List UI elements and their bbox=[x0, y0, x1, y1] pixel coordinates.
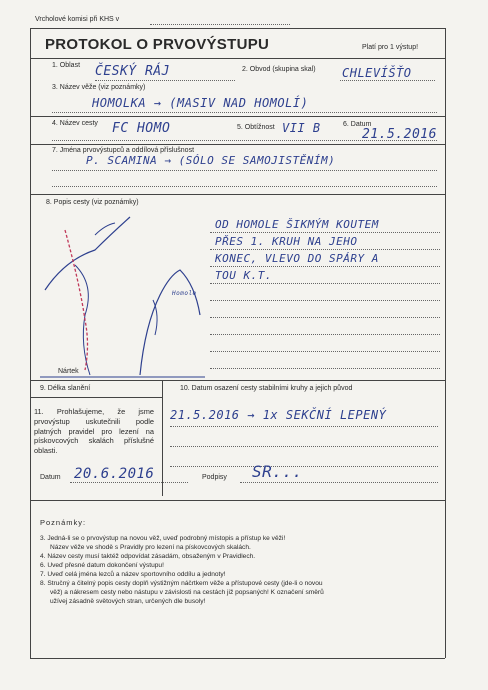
frame-left bbox=[30, 28, 31, 658]
field-8-label: 8. Popis cesty (viz poznámky) bbox=[46, 199, 139, 206]
committee-line bbox=[150, 24, 290, 25]
route-line: PŘES 1. KRUH NA JEHO bbox=[215, 235, 358, 248]
field-4-value: FC HOMO bbox=[112, 121, 171, 136]
signature: SR... bbox=[252, 462, 303, 481]
field-7-line bbox=[52, 186, 437, 187]
field-6-value: 21.5.2016 bbox=[362, 127, 437, 142]
frame-right bbox=[445, 28, 446, 658]
row-divider bbox=[30, 380, 445, 381]
field-3-line bbox=[52, 112, 437, 113]
note-item: 3. Jedná-li se o prvovýstup na novou věž, uveď podrobný místopis a přístup ke věži! bbox=[40, 535, 286, 542]
field-10-value: 21.5.2016 → 1x SEKČNÍ LEPENÝ bbox=[170, 408, 387, 422]
declaration-text: 11. Prohlašujeme, že jsme prvovýstup uskutečnili podle platných pravidel pro lezení na pískovcových skalách příslušné oblasti. bbox=[34, 407, 154, 456]
field-2-value: CHLEVÍŠŤO bbox=[342, 66, 412, 80]
field-1-line bbox=[95, 80, 235, 81]
date-label: Datum bbox=[40, 474, 61, 481]
field-5-label: 5. Obtížnost bbox=[237, 124, 275, 131]
date-line bbox=[70, 482, 188, 483]
field-2-label: 2. Obvod (skupina skal) bbox=[242, 66, 316, 73]
route-line: OD HOMOLE ŠIKMÝM KOUTEM bbox=[215, 218, 379, 231]
sign-label: Podpisy bbox=[202, 474, 227, 481]
field-3-value: HOMOLKA → (MASIV NAD HOMOLÍ) bbox=[92, 96, 309, 110]
col-divider bbox=[162, 380, 163, 496]
page-title: PROTOKOL O PRVOVÝSTUPU bbox=[45, 36, 270, 53]
note-item: věž) a nákresem cesty nebo nástupu v závislosti na cestách již popsaných! K označení směrů bbox=[50, 589, 324, 596]
committee-label: Vrcholové komisi při KHS v bbox=[35, 16, 120, 23]
field-7-value: P. SCAMINA → (SÓLO SE SAMOJISTĚNÍM) bbox=[86, 154, 336, 167]
field-1-label: 1. Oblast bbox=[52, 62, 81, 69]
field-10-label: 10. Datum osazení cesty stabilními kruhy a jejich původ bbox=[180, 385, 353, 392]
field-10-line bbox=[170, 466, 438, 467]
desc-line bbox=[210, 249, 440, 250]
field-9-label: 9. Délka slanění bbox=[40, 385, 91, 392]
notes-heading: Poznámky: bbox=[40, 518, 87, 527]
row-divider bbox=[30, 58, 445, 59]
field-10-line bbox=[170, 446, 438, 447]
field-1-value: ČESKÝ RÁJ bbox=[95, 64, 170, 79]
row-divider bbox=[30, 500, 445, 501]
row-divider bbox=[30, 144, 445, 145]
field-7-line bbox=[52, 170, 437, 171]
sketch-label: Nártek bbox=[58, 368, 79, 375]
row-divider bbox=[30, 194, 445, 195]
field-7-label: 7. Jména prvovýstupců a oddílová příslušnost bbox=[52, 147, 195, 154]
desc-line bbox=[210, 232, 440, 233]
desc-line bbox=[210, 351, 440, 352]
note-item: 8. Stručný a čitelný popis cesty doplň výstižným náčrtkem věže a přístupové cesty (jde-li o novou bbox=[40, 580, 323, 587]
desc-line bbox=[210, 368, 440, 369]
note-item: 6. Uveď přesné datum dokončení výstupu! bbox=[40, 562, 164, 569]
desc-line bbox=[210, 334, 440, 335]
desc-line bbox=[210, 300, 440, 301]
route-line: KONEC, VLEVO DO SPÁRY A bbox=[215, 252, 379, 265]
desc-line bbox=[210, 266, 440, 267]
field-4-label: 4. Název cesty bbox=[52, 120, 98, 127]
frame-bottom bbox=[30, 658, 445, 659]
valid-note: Platí pro 1 výstup! bbox=[362, 44, 419, 51]
field-10-line bbox=[170, 426, 438, 427]
notes-list bbox=[40, 534, 440, 606]
field-8-value bbox=[215, 216, 379, 284]
date-value: 20.6.2016 bbox=[74, 466, 155, 482]
desc-line bbox=[210, 317, 440, 318]
field-5-value: VII B bbox=[282, 121, 321, 135]
sketch-annotation: Homole bbox=[172, 290, 197, 297]
field-6-label: 6. Datum bbox=[343, 121, 372, 128]
route-line: TOU K.T. bbox=[215, 269, 272, 282]
field-2-line bbox=[340, 80, 435, 81]
row-divider bbox=[30, 397, 162, 398]
note-item: 4. Název cesty musí taktéž odpovídat zásadám, obsaženým v Pravidlech. bbox=[40, 553, 256, 560]
sign-line bbox=[240, 482, 438, 483]
field-4-line bbox=[52, 140, 437, 141]
note-item: užívej zásadně světových stran, určených dle busoly! bbox=[50, 598, 206, 605]
note-item: 7. Uveď celá jména lezců a název sportovního oddílu a jednoty! bbox=[40, 571, 226, 578]
field-3-label: 3. Název věže (viz poznámky) bbox=[52, 84, 146, 91]
note-item: Název věže ve shodě s Pravidly pro lezení na pískovcových skalách. bbox=[50, 544, 251, 551]
desc-line bbox=[210, 283, 440, 284]
frame-top bbox=[30, 28, 445, 29]
row-divider bbox=[30, 116, 445, 117]
